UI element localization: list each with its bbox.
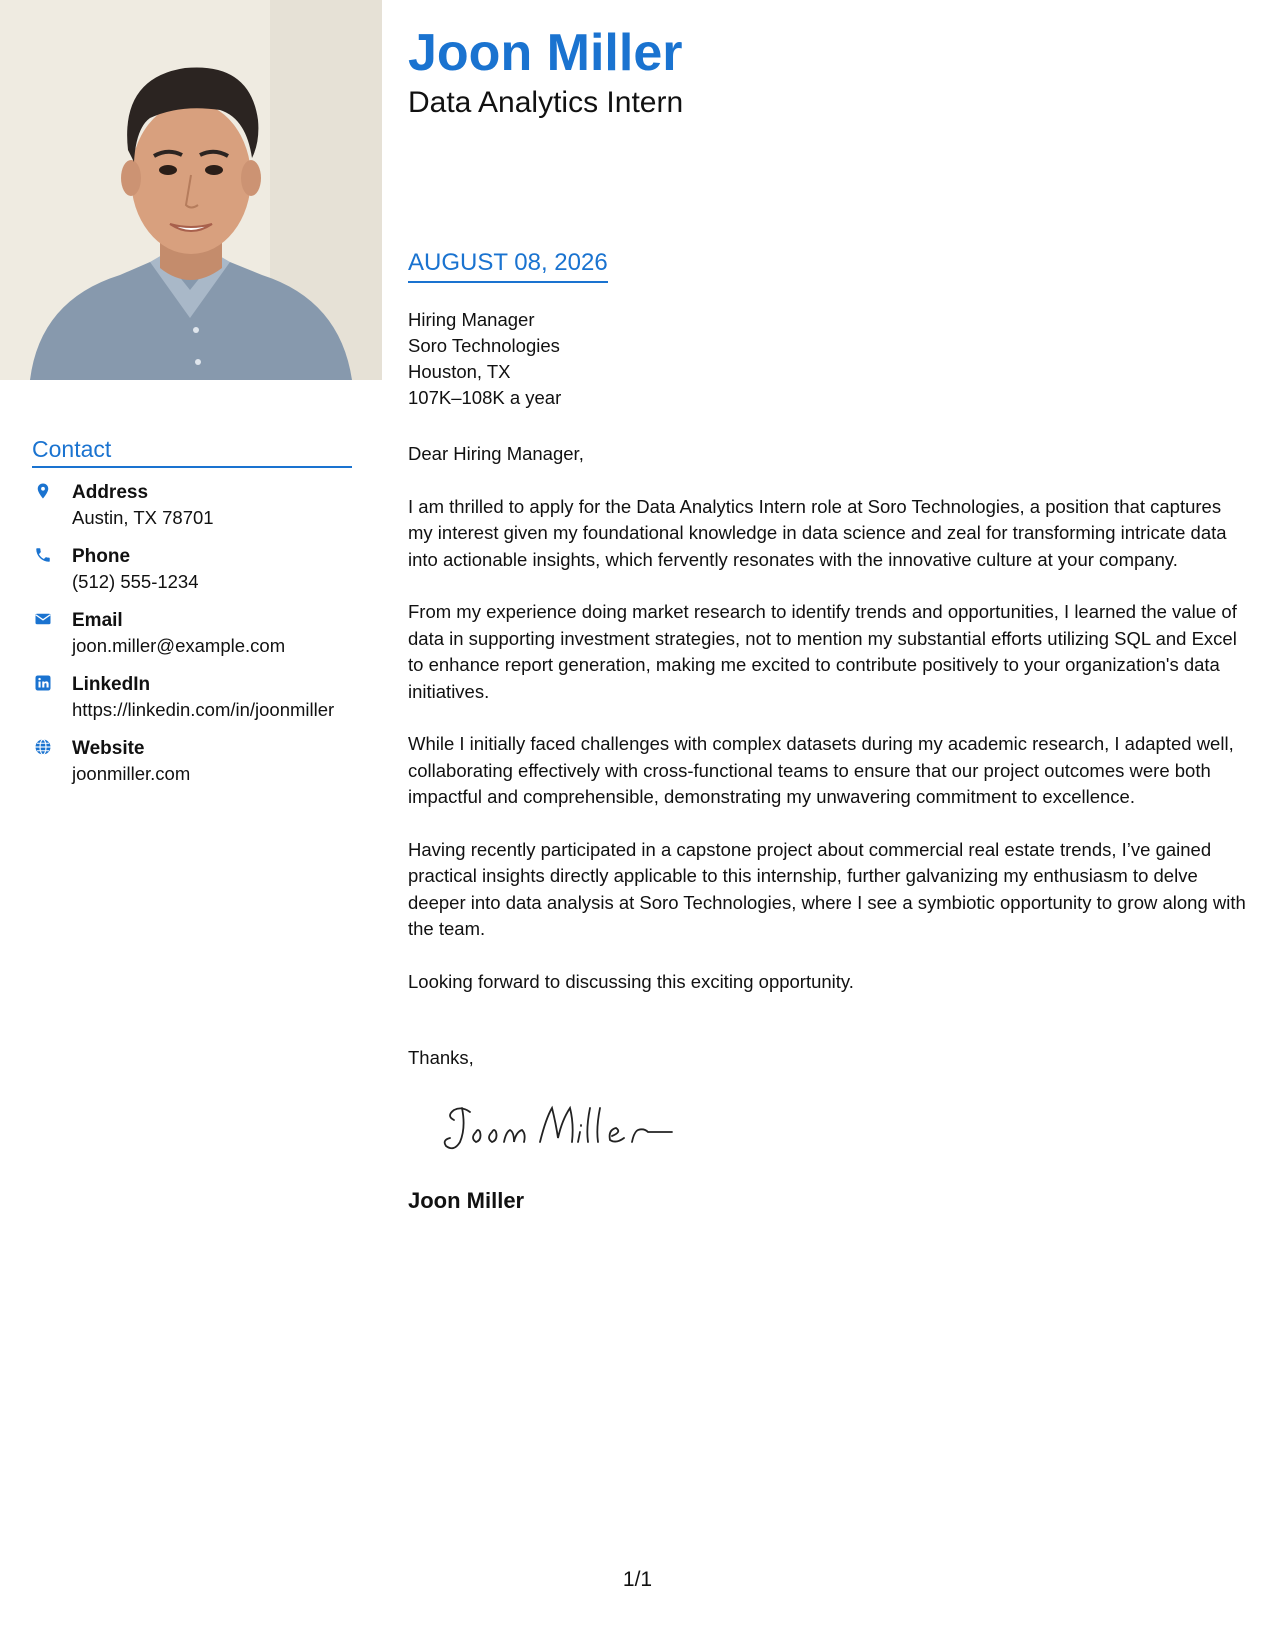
contact-address	[32, 480, 352, 530]
website-label: Website	[72, 738, 145, 759]
linkedin-label: LinkedIn	[72, 674, 151, 695]
letter-header	[408, 22, 1250, 122]
salutation: Dear Hiring Manager,	[408, 443, 584, 464]
email-value[interactable]: joon.miller@example.com	[72, 635, 286, 656]
email-label: Email	[72, 610, 123, 631]
address-label: Address	[72, 482, 149, 503]
page-number: 1/1	[622, 1568, 653, 1591]
letter-body	[408, 441, 1250, 1021]
applicant-name: Joon Miller	[408, 24, 683, 82]
phone-icon	[32, 544, 72, 594]
letter-date: AUGUST 08, 2026	[408, 249, 608, 283]
closing: Thanks,	[408, 1047, 474, 1068]
recipient-line: Houston, TX	[408, 361, 511, 382]
body-paragraph: From my experience doing market research to identify trends and opportunities, I learned the value of data in supporting investment strategies, not to mention my substantial efforts utilizing SQL and Excel to enhance report generation, making me excited to contribute positively to your organization's data initiatives.	[408, 601, 1237, 702]
body-paragraph: Having recently participated in a capstone project about commercial real estate trends, I’ve gained practical insights directly applicable to this internship, further galvanizing my enthusiasm to delve deeper into data analysis at Soro Technologies, where I see a symbiotic opportunity to grow along with the team.	[408, 838, 1246, 939]
globe-icon	[32, 736, 72, 786]
phone-label: Phone	[72, 546, 131, 567]
body-paragraph: While I initially faced challenges with complex datasets during my academic research, I adapted well, collaborating effectively with cross-functional teams to ensure that our project outcomes were both impactful and comprehensible, demonstrating my unwavering commitment to excellence.	[408, 733, 1234, 807]
linkedin-icon	[32, 672, 72, 722]
profile-photo	[0, 0, 382, 380]
contact-phone	[32, 544, 352, 594]
portrait-illustration	[0, 0, 382, 380]
recipient-block	[408, 307, 561, 411]
body-paragraph: I am thrilled to apply for the Data Analytics Intern role at Soro Technologies, a position that captures my interest given my foundational knowledge in data science and zeal for transforming intricate data into actionable insights, which fervently resonates with the innovative culture at your company.	[408, 495, 1227, 570]
recipient-line: 107K–108K a year	[408, 387, 562, 408]
recipient-line: Soro Technologies	[408, 335, 560, 356]
contact-email	[32, 608, 352, 658]
signer-name: Joon Miller	[408, 1188, 525, 1213]
website-value[interactable]: joonmiller.com	[72, 763, 191, 784]
envelope-icon	[32, 608, 72, 658]
contact-sidebar	[32, 436, 352, 800]
contact-linkedin	[32, 672, 352, 722]
linkedin-value[interactable]: https://linkedin.com/in/joonmiller	[72, 699, 335, 720]
contact-heading: Contact	[32, 436, 352, 468]
map-pin-icon	[32, 480, 72, 530]
phone-value[interactable]: (512) 555-1234	[72, 571, 199, 592]
handwritten-signature	[440, 1098, 680, 1158]
contact-website	[32, 736, 352, 786]
body-paragraph: Looking forward to discussing this exciting opportunity.	[408, 970, 854, 992]
applicant-title: Data Analytics Intern	[408, 86, 684, 119]
recipient-line: Hiring Manager	[408, 309, 535, 330]
address-value: Austin, TX 78701	[72, 507, 214, 528]
